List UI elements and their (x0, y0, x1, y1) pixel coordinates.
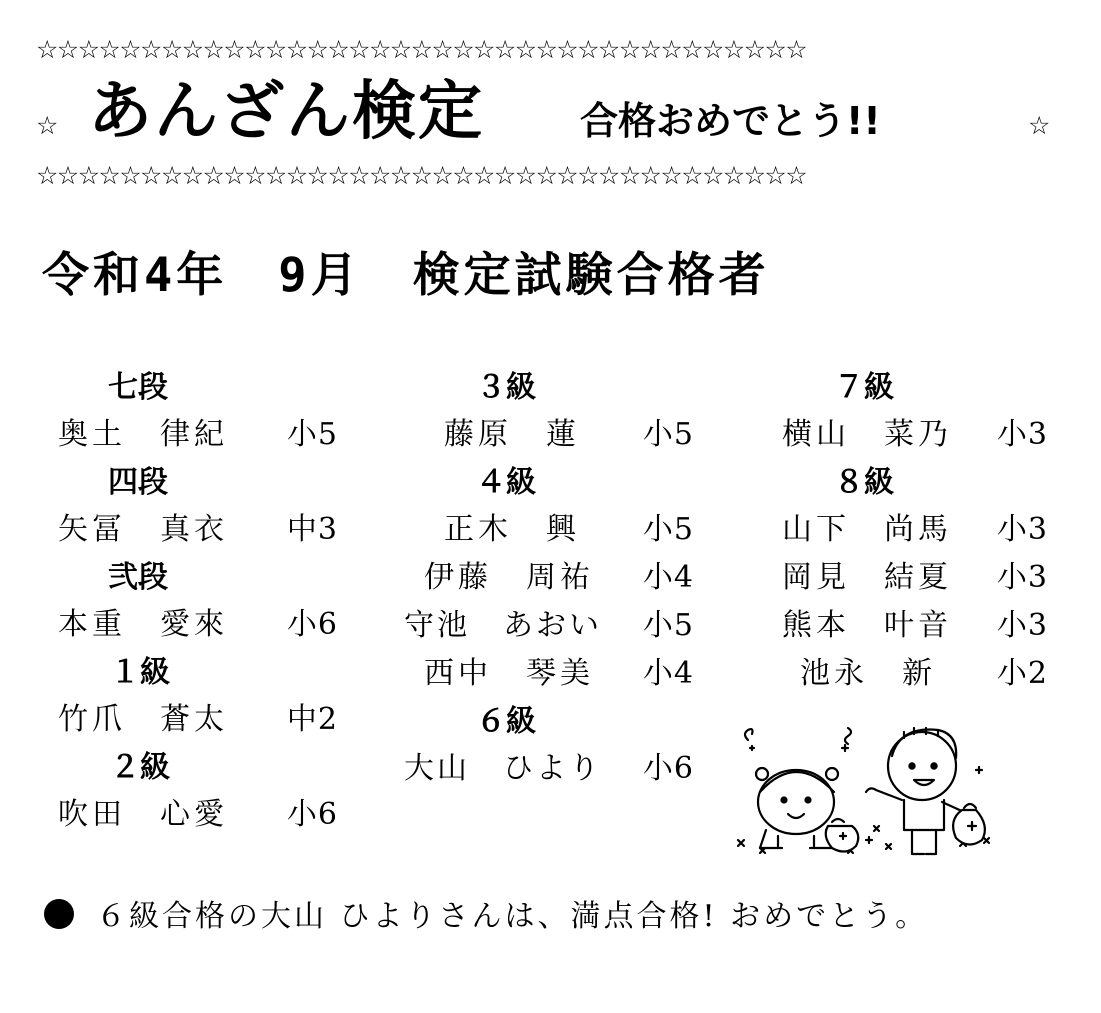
person-school: 小3 (996, 560, 1048, 595)
grade-label: ４級 (476, 465, 536, 500)
grade-label: ７級 (834, 370, 894, 405)
person-row (778, 602, 1048, 650)
person-name: 矢冨 真衣 (58, 512, 228, 547)
person-name: 吹田 心愛 (58, 797, 228, 832)
person-name: 大山 ひより (404, 751, 602, 786)
person-school: 小2 (996, 656, 1048, 691)
person-row (58, 411, 338, 459)
person-row (404, 411, 694, 459)
person-school: 中3 (286, 512, 338, 547)
person-row (778, 506, 1048, 554)
person-school: 小6 (286, 797, 338, 832)
grade-label: １級 (110, 655, 170, 690)
grade-label: 弐段 (108, 560, 168, 595)
person-name: 伊藤 周祐 (424, 560, 594, 595)
big-kid-figure (866, 728, 964, 854)
person-name: 横山 菜乃 (782, 417, 952, 452)
bullet-icon (44, 899, 74, 929)
person-school: 小6 (286, 607, 338, 642)
person-row (58, 601, 338, 649)
person-row (58, 506, 338, 554)
small-bag-icon (826, 819, 859, 852)
grade-label: ３級 (476, 370, 536, 405)
kids-illustration (736, 722, 998, 860)
grade-label: 四段 (108, 465, 168, 500)
person-school: 小3 (996, 417, 1048, 452)
person-row (404, 602, 694, 650)
person-row (404, 506, 694, 554)
footer-note-text: ６級合格の大山 ひよりさんは、満点合格! おめでとう。 (96, 899, 929, 934)
person-row (58, 791, 338, 839)
results-column-2 (404, 364, 694, 793)
grade-label: ２級 (110, 750, 170, 785)
person-name: 池永 新 (800, 656, 936, 691)
results-column-1 (58, 364, 338, 839)
person-row (778, 554, 1048, 602)
person-name: 藤原 蓮 (444, 417, 580, 452)
grade-label: ６級 (476, 704, 536, 739)
grade-label: 七段 (108, 370, 168, 405)
person-name: 竹爪 蒼太 (58, 702, 228, 737)
person-school: 小5 (642, 512, 694, 547)
banner-subtitle: 合格おめでとう!! (580, 99, 881, 143)
person-school: 小5 (286, 417, 338, 452)
person-school: 小5 (642, 608, 694, 643)
right-star-icon: ☆ (1028, 111, 1051, 140)
person-name: 正木 興 (444, 512, 580, 547)
person-school: 小4 (642, 560, 694, 595)
top-star-border: ☆☆☆☆☆☆☆☆☆☆☆☆☆☆☆☆☆☆☆☆☆☆☆☆☆☆☆☆☆☆☆☆☆☆☆☆☆ (36, 36, 807, 64)
person-name: 西中 琴美 (424, 656, 594, 691)
person-name: 熊本 叶音 (782, 608, 952, 643)
person-row (778, 411, 1048, 459)
person-school: 小4 (642, 656, 694, 691)
person-name: 山下 尚馬 (782, 512, 952, 547)
person-school: 小3 (996, 608, 1048, 643)
person-name: 守池 あおい (404, 608, 602, 643)
person-school: 小5 (642, 417, 694, 452)
person-school: 中2 (286, 702, 338, 737)
person-row (404, 650, 694, 698)
banner-title: あんざん検定 (88, 75, 484, 149)
person-row (778, 650, 1048, 698)
page-heading: 令和4年 9月 検定試験合格者 (42, 248, 770, 303)
grade-label: ８級 (834, 465, 894, 500)
left-star-icon: ☆ (36, 111, 59, 140)
person-row (404, 745, 694, 793)
person-name: 奥土 律紀 (58, 417, 228, 452)
person-name: 本重 愛來 (58, 607, 228, 642)
person-school: 小3 (996, 512, 1048, 547)
person-row (58, 696, 338, 744)
footer-note (44, 895, 928, 939)
results-column-3 (778, 364, 1048, 698)
bottom-star-border: ☆☆☆☆☆☆☆☆☆☆☆☆☆☆☆☆☆☆☆☆☆☆☆☆☆☆☆☆☆☆☆☆☆☆☆☆☆ (36, 162, 807, 190)
person-row (404, 554, 694, 602)
person-name: 岡見 結夏 (782, 560, 952, 595)
person-school: 小6 (642, 751, 694, 786)
